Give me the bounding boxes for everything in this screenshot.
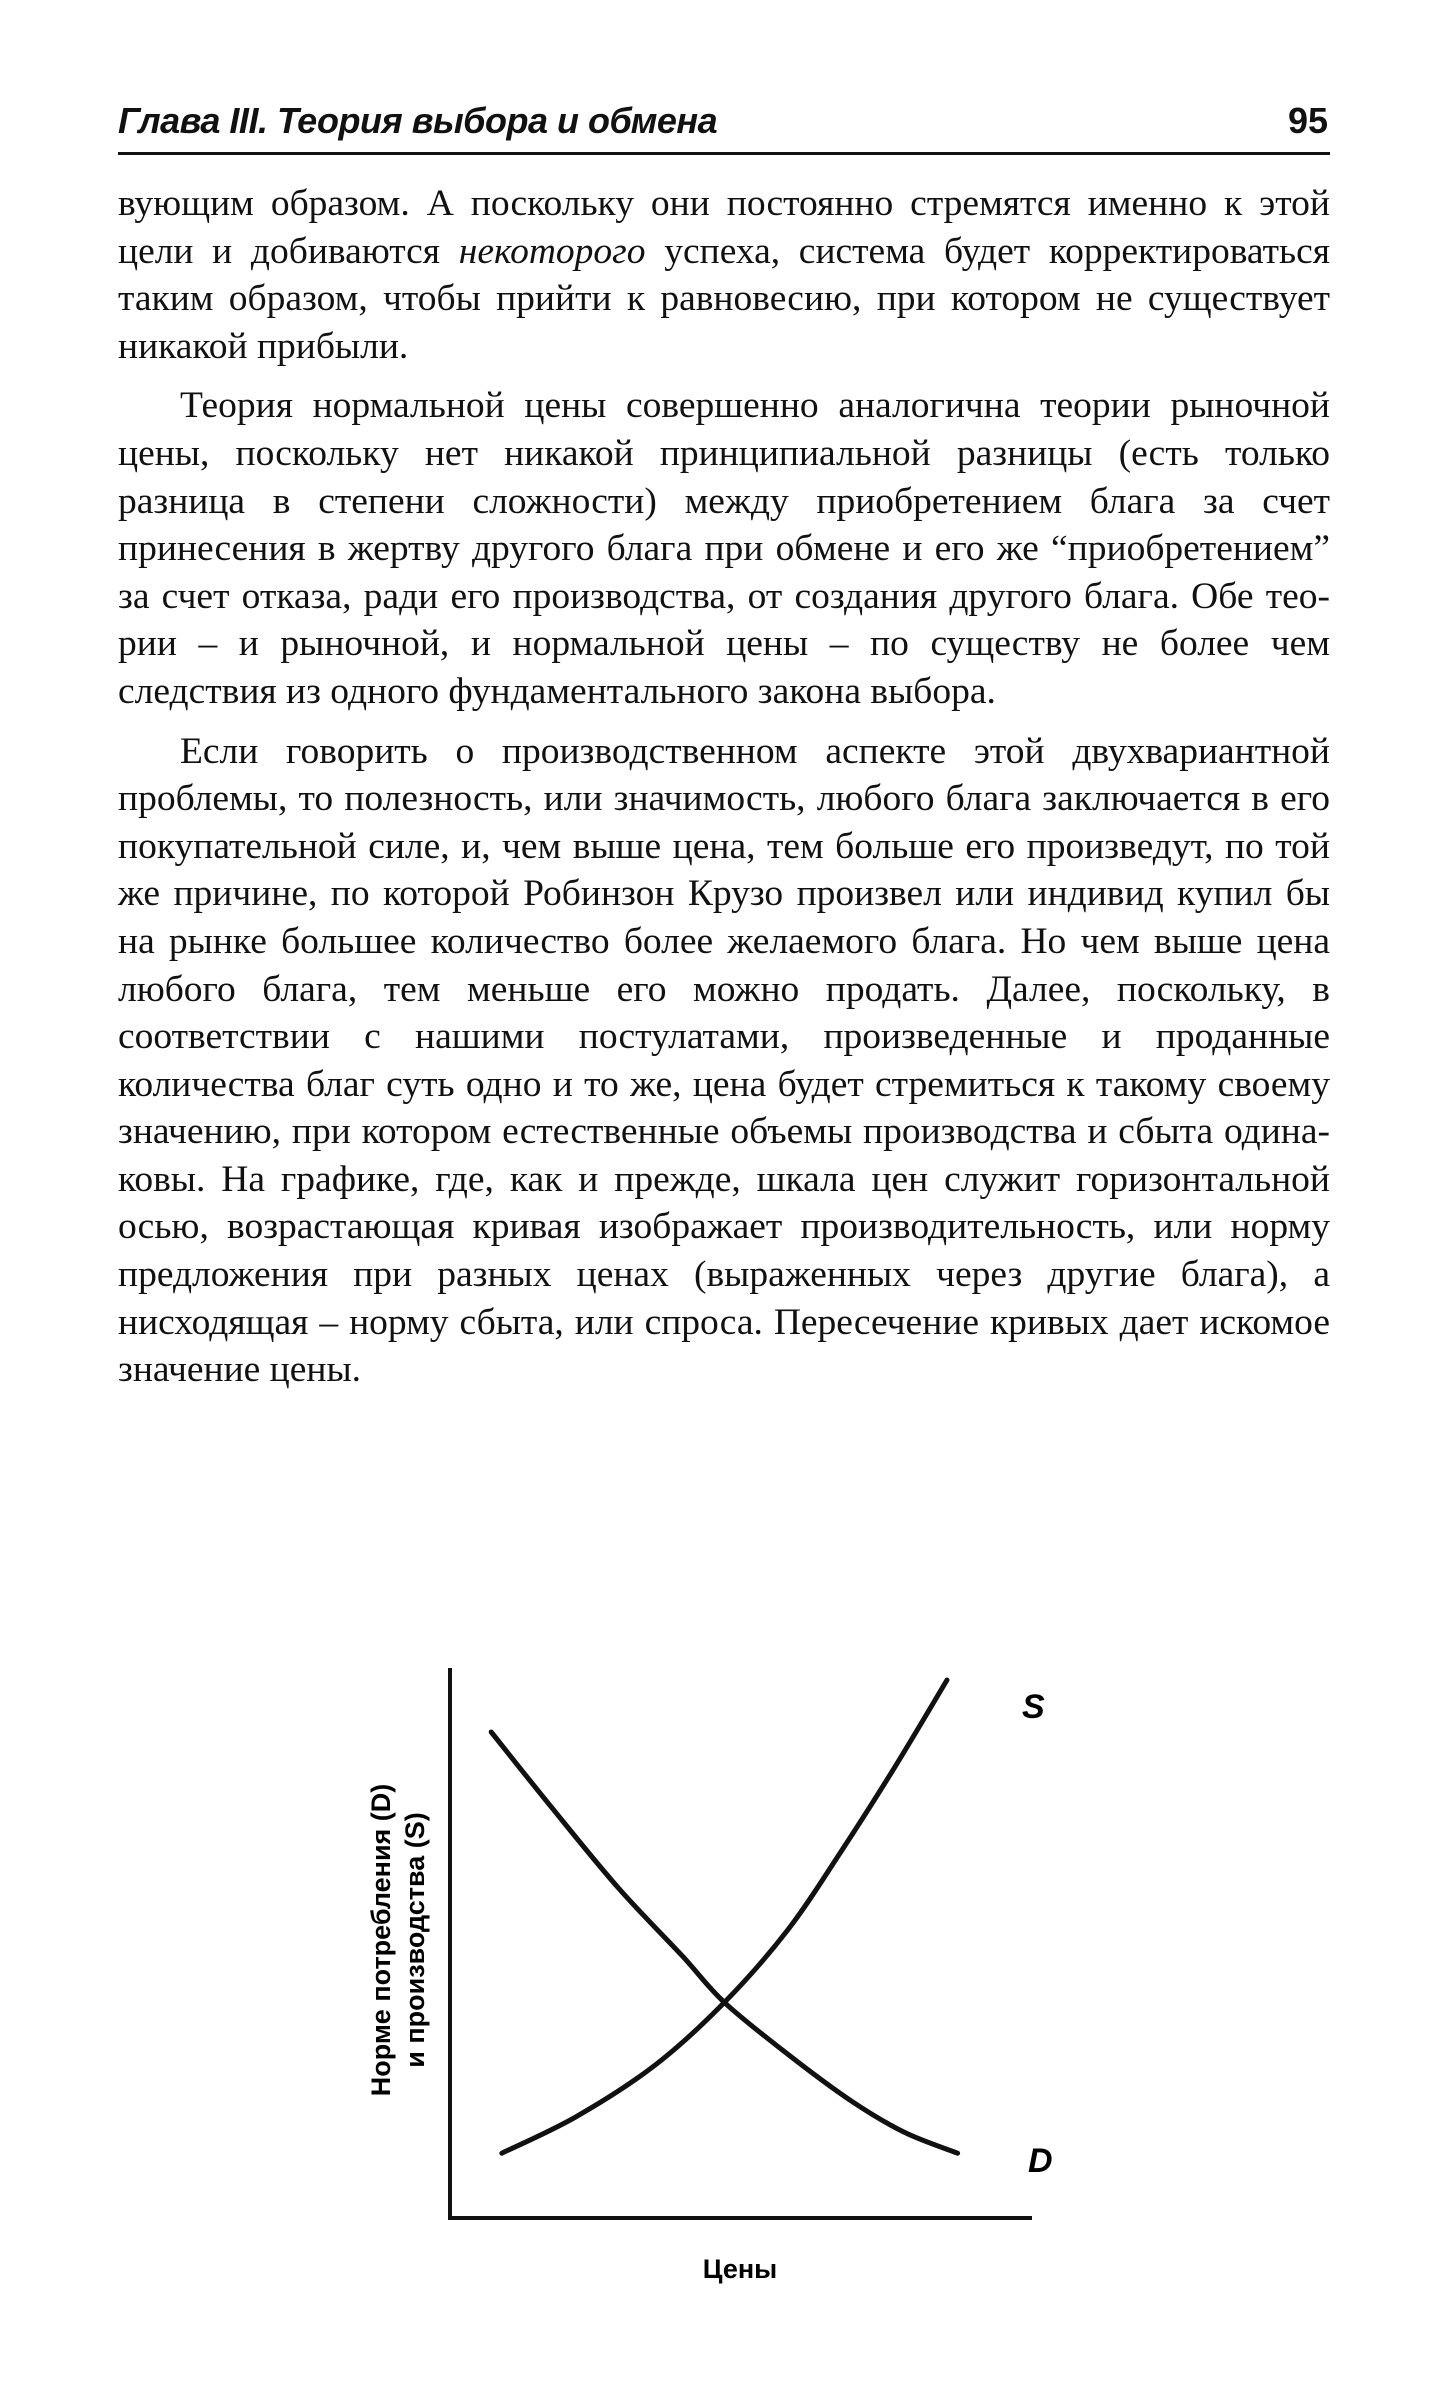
page-number: 95 — [1287, 100, 1328, 141]
supply-curve-label: S — [1022, 1688, 1045, 1726]
paragraph-1 — [118, 180, 1330, 370]
supply-demand-figure — [360, 1660, 1120, 2300]
y-axis-title-line2: и производства (S) — [400, 1812, 430, 2068]
paragraph-3-text: Если говорить о производственном аспекте этой двухвариантной проблемы, то полезность, или значимость, любого блага заключается в его покупательной силе, и, чем выше цена, тем больше его произведут, по той же причине, по которой Робинзон Крузо произвел или индивид купил бы на рынке большее количество более желаемого блага. Но чем выше цена любого блага, тем меньше его можно продать. Далее, поскольку, в соответствии с нашими постулатами, произведенные и проданные количества благ суть одно и то же, цена будет стремиться к такому своему значению, при котором естественные объемы производства и сбыта одинаковы. На графике, где, как и прежде, шкала цен служит горизонтальной осью, возрастающая кривая изображает производительность, или норму предложения при разных ценах (выраженных через другие блага), а нисходящая – норму сбыта, или спроса. Пересечение кривых дает искомое значение цены. — [118, 730, 1330, 1391]
demand-curve — [491, 1732, 957, 2153]
paragraph-1-text-a: вующим образом. А поскольку они постоянно стремятся именно к этой цели и добиваются — [118, 183, 1330, 272]
header-rule — [118, 152, 1330, 155]
body-text — [118, 180, 1330, 1406]
paragraph-1-text-b: успеха, система будет корректироваться таким образом, чтобы прийти к равновесию, при котором не существует никакой прибыли. — [118, 230, 1330, 367]
supply-curve — [502, 1680, 947, 2153]
paragraph-2-text: Теория нормальной цены совершенно аналогична теории рыночной цены, поскольку нет никакой принципиальной разницы (есть только разница в степени сложности) между приобретением блага за счет принесения в жертву другого блага при обмене и его же “приобретением” за счет отказа, ради его производства, от создания другого блага. Обе теории – и рыночной, и нормальной цены – по существу не более чем следствия из одного фундаментального закона выбора. — [118, 385, 1330, 712]
demand-curve-label: D — [1028, 2142, 1053, 2180]
paragraph-2 — [118, 382, 1330, 715]
paragraph-1-emphasis: некоторого — [458, 230, 646, 272]
paragraph-3 — [118, 728, 1330, 1394]
running-head — [118, 100, 1328, 160]
supply-demand-chart — [360, 1660, 1120, 2300]
y-axis-title-line1: Норме потребления (D) — [366, 1783, 396, 2097]
x-axis-title: Цены — [702, 2254, 778, 2284]
chapter-title: Глава III. Теория выбора и обмена — [118, 100, 718, 141]
